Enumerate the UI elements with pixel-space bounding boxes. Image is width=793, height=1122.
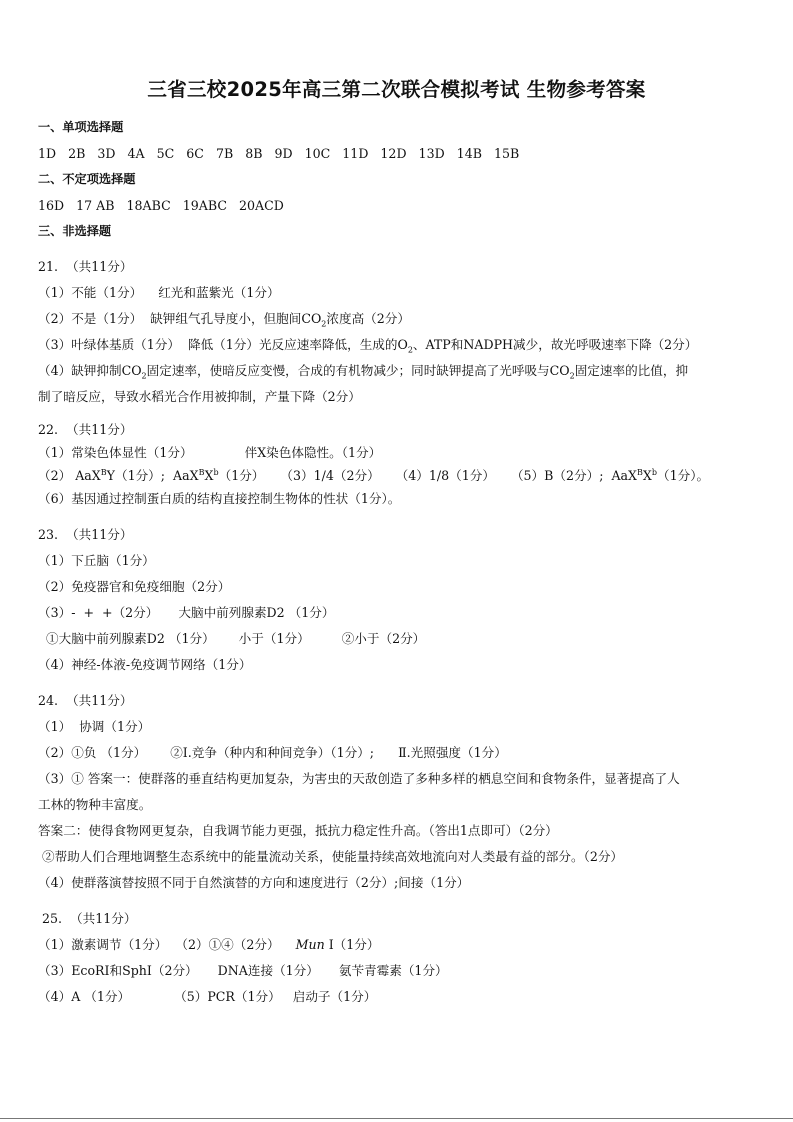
q24-line-7: （4）使群落演替按照不同于自然演替的方向和速度进行（2分）;间接（1分） [38,875,470,890]
q24-line-4: 工林的物种丰富度。 [38,797,152,812]
q21-line-3: （3）叶绿体基质（1分） 降低（1分）光反应速率降低，生成的$O_2$、ATP和NADPH减少，故光呼吸速率下降（2分） [38,337,698,355]
q23-header: 23. （共11分） [38,527,133,542]
section3-heading: 三、非选择题 [38,224,112,238]
q25-line-1: （1）激素调节（1分） （2）①④（2分） Mun Ⅰ（1分） [38,937,380,952]
page-bottom-rule [0,1118,793,1119]
q21-line-2: （2）不是（1分） 缺钾组气孔导度小，但胞间$CO_2$浓度高（2分） [38,311,410,329]
q24-line-2: （2）①负 （1分） ②Ⅰ.竞争（种内和种间竞争）（1分）; Ⅱ.光照强度（1分） [38,745,507,760]
q24-header: 24. （共11分） [38,693,133,708]
q22-line-1: （1）常染色体显性（1分） 伴X染色体隐性。（1分） [38,445,382,460]
q23-line-4: ①大脑中前列腺素D2 （1分） 小于（1分） ②小于（2分） [38,631,426,646]
q22-line-2: （2） AaX$^B$Y（1分）; $AaX^BX^b(1$分） （3）1/4（2分） （4）1/8（1分） （5）B（2分）; $AaX^BX^b(1$分）。 [38,467,710,483]
q24-line-6: ②帮助人们合理地调整生态系统中的能量流动关系，使能量持续高效地流向对人类最有益的部分。（2分） [38,849,624,864]
document-title: 三省三校2025年高三第二次联合模拟考试 生物参考答案 [147,78,646,101]
q21-line-4: （4）缺钾抑制$CO_2$固定速率，使暗反应变慢，合成的有机物减少；同时缺钾提高了光呼吸与$CO_2$固定速率的比值，抑 [38,363,689,381]
q24-line-5: 答案二：使得食物网更复杂，自我调节能力更强，抵抗力稳定性升高。（答出1点即可）（2分） [38,823,558,838]
q25-line-2: （3）EcoRⅠ和SphⅠ（2分） DNA连接（1分） 氨苄青霉素（1分） [38,963,448,978]
section1-answers: 1D 2B 3D 4A 5C 6C 7B 8B 9D 10C 11D 12D 13D 14B 15B [38,146,520,161]
q21-line-5: 制了暗反应，导致水稻光合作用被抑制，产量下降（2分） [38,389,361,404]
section1-heading: 一、单项选择题 [38,120,124,134]
q25-line-3: （4）A （1分） （5）PCR（1分） 启动子（1分） [38,989,377,1004]
q22-header: 22. （共11分） [38,422,133,437]
section2-heading: 二、不定项选择题 [38,172,136,186]
q23-line-5: （4）神经-体液-免疫调节网络（1分） [38,657,252,672]
q22-line-3: （6）基因通过控制蛋白质的结构直接控制生物体的性状（1分）。 [38,491,401,506]
q23-line-1: （1）下丘脑（1分） [38,553,155,568]
q21-header: 21. （共11分） [38,259,133,274]
q24-line-1: （1） 协调（1分） [38,719,151,734]
section2-answers: 16D 17 AB 18ABC 19ABC 20ACD [38,198,284,213]
q24-line-3: （3）① 答案一：使群落的垂直结构更加复杂，为害虫的天敌创造了多种多样的栖息空间和食物条件，显著提高了人 [38,771,680,786]
q21-line-1: （1）不能（1分） 红光和蓝紫光（1分） [38,285,280,300]
q23-line-3: （3）- + +（2分） 大脑中前列腺素D2 （1分） [38,605,335,620]
q23-line-2: （2）免疫器官和免疫细胞（2分） [38,579,231,594]
q25-header: 25. （共11分） [38,911,137,926]
